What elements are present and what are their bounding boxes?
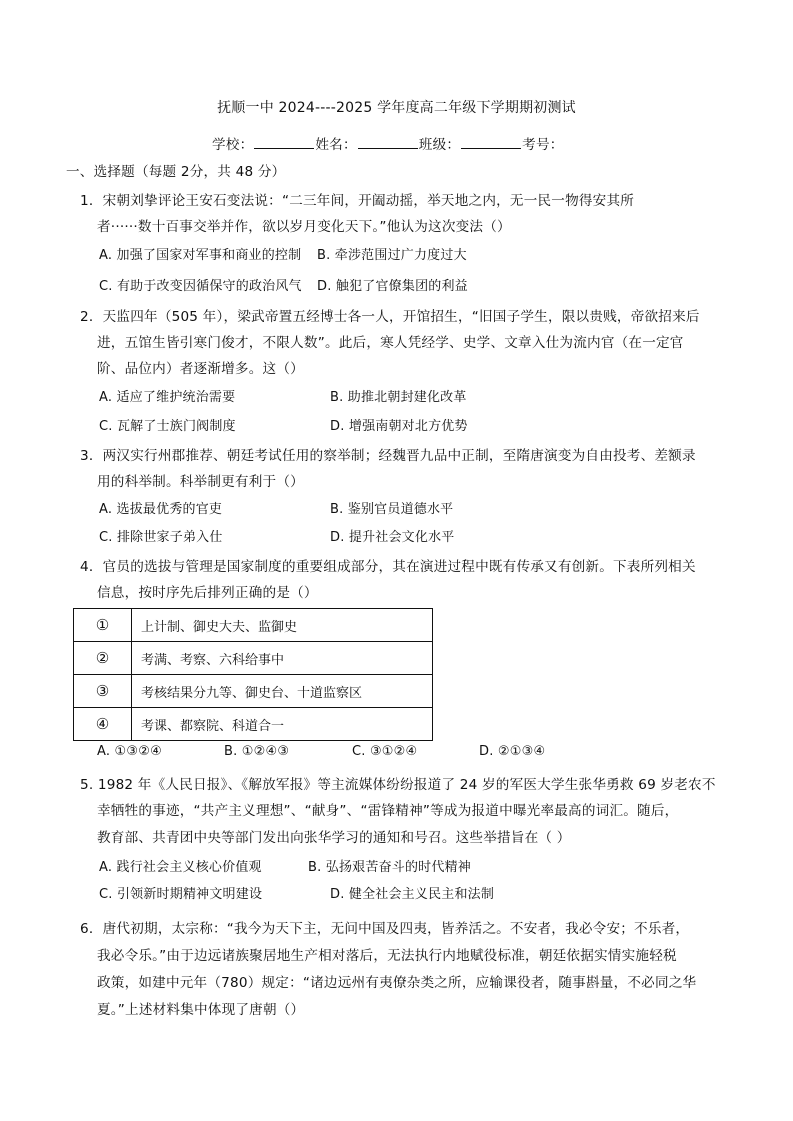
table-cell-number: ① (74, 609, 132, 642)
question-2-line-2: 进，五馆生皆引寒门俊才，不限人数”。此后，寒人凭经学、史学、文章入仕为流内官（在一定官 (97, 335, 684, 351)
question-5-option-a[interactable]: A. 践行社会主义核心价值观 (99, 860, 262, 875)
question-2-option-c[interactable]: C. 瓦解了士族门阀制度 (99, 419, 236, 434)
table-row (74, 609, 433, 642)
question-6-line-1: 6．唐代初期，太宗称：“我今为天下主，无问中国及四夷，皆养活之。不安者，我必令安；不乐者， (80, 921, 690, 937)
table-cell-number: ② (74, 642, 132, 675)
question-3-option-c[interactable]: C. 排除世家子弟入仕 (99, 530, 223, 545)
table-cell-text: 考满、考察、六科给事中 (132, 642, 433, 675)
table-cell-text: 上计制、御史大夫、监御史 (132, 609, 433, 642)
question-1-option-a[interactable]: A. 加强了国家对军事和商业的控制 (99, 248, 302, 263)
question-3-option-a[interactable]: A. 选拔最优秀的官吏 (99, 502, 223, 517)
question-6-line-2: 我必令乐。”由于边远诸族聚居地生产相对落后，无法执行内地赋役标准，朝廷依据实情实施轻税 (97, 948, 677, 964)
question-5-option-c[interactable]: C. 引领新时期精神文明建设 (99, 887, 263, 902)
section-heading: 一、选择题（每题 2分，共 48 分） (66, 164, 286, 180)
table-row (74, 642, 433, 675)
question-4-option-d[interactable]: D. ②①③④ (479, 744, 546, 759)
question-1-line-1: 1．宋朝刘挚评论王安石变法说：“二三年间，开阖动摇，举天地之内，无一民一物得安其所 (80, 193, 635, 209)
number-label: 考号： (522, 137, 564, 153)
class-label: 班级： (418, 137, 461, 153)
question-6-line-4: 夏。”上述材料集中体现了唐朝（） (97, 1002, 305, 1018)
table-row (74, 675, 433, 708)
name-label: 姓名： (315, 137, 357, 153)
class-field[interactable] (461, 136, 521, 149)
question-2-line-3: 阶、品位内）者逐渐增多。这（） (97, 361, 304, 377)
page-title: 抚顺一中 2024----2025 学年度高二年级下学期期初测试 (217, 100, 576, 116)
name-field[interactable] (358, 136, 418, 149)
question-5-option-b[interactable]: B. 弘扬艰苦奋斗的时代精神 (308, 860, 471, 875)
question-2-option-a[interactable]: A. 适应了维护统治需要 (99, 390, 236, 405)
question-1-option-c[interactable]: C. 有助于改变因循保守的政治风气 (99, 279, 302, 294)
question-4-option-c[interactable]: C. ③①②④ (352, 744, 418, 759)
question-1-option-d[interactable]: D. 触犯了官僚集团的利益 (317, 279, 468, 294)
table-cell-text: 考课、都察院、科道合一 (132, 708, 433, 741)
table-cell-number: ③ (74, 675, 132, 708)
student-info-row (212, 133, 564, 153)
question-6-line-3: 政策，如建中元年（780）规定：“诸边远州有夷僚杂类之所，应输课役者，随事斟量，不必同之华 (97, 975, 697, 991)
question-3-line-1: 3．两汉实行州郡推荐、朝廷考试任用的察举制；经魏晋九品中正制，至隋唐演变为自由投考、差额录 (80, 448, 696, 464)
question-5-line-2: 幸牺牲的事迹，“共产主义理想”、“献身”、“雷锋精神”等成为报道中曝光率最高的词汇。随后， (97, 803, 679, 819)
question-1-option-b[interactable]: B. 牵涉范围过广力度过大 (317, 248, 467, 263)
question-1-line-2: 者······数十百事交举并作，欲以岁月变化天下。”他认为这次变法（） (97, 219, 511, 235)
question-4-table (73, 608, 433, 741)
question-2-line-1: 2．天监四年（505 年），梁武帝置五经博士各一人，开馆招生，“旧国子学生，限以贵贱，帝欲招来后 (80, 309, 700, 325)
table-cell-number: ④ (74, 708, 132, 741)
question-3-line-2: 用的科举制。科举制更有利于（） (97, 474, 304, 490)
question-2-option-b[interactable]: B. 助推北朝封建化改革 (330, 390, 467, 405)
school-field[interactable] (254, 136, 314, 149)
question-4-option-a[interactable]: A. ①③②④ (97, 744, 162, 759)
question-5-line-3: 教育部、共青团中央等部门发出向张华学习的通知和号召。这些举措旨在（ ） (97, 830, 571, 846)
question-4-line-1: 4．官员的选拔与管理是国家制度的重要组成部分，其在演进过程中既有传承又有创新。下表所列相关 (80, 559, 696, 575)
school-label: 学校： (212, 137, 254, 153)
table-row (74, 708, 433, 741)
question-2-option-d[interactable]: D. 增强南朝对北方优势 (330, 419, 468, 434)
table-cell-text: 考核结果分九等、御史台、十道监察区 (132, 675, 433, 708)
question-5-option-d[interactable]: D. 健全社会主义民主和法制 (330, 887, 495, 902)
question-4-option-b[interactable]: B. ①②④③ (224, 744, 290, 759)
question-4-line-2: 信息，按时序先后排列正确的是（） (97, 585, 318, 601)
question-5-line-1: 5. 1982 年《人民日报》、《解放军报》等主流媒体纷纷报道了 24 岁的军医大学生张华勇救 69 岁老农不 (80, 777, 716, 793)
question-3-option-b[interactable]: B. 鉴别官员道德水平 (330, 502, 454, 517)
question-3-option-d[interactable]: D. 提升社会文化水平 (330, 530, 455, 545)
